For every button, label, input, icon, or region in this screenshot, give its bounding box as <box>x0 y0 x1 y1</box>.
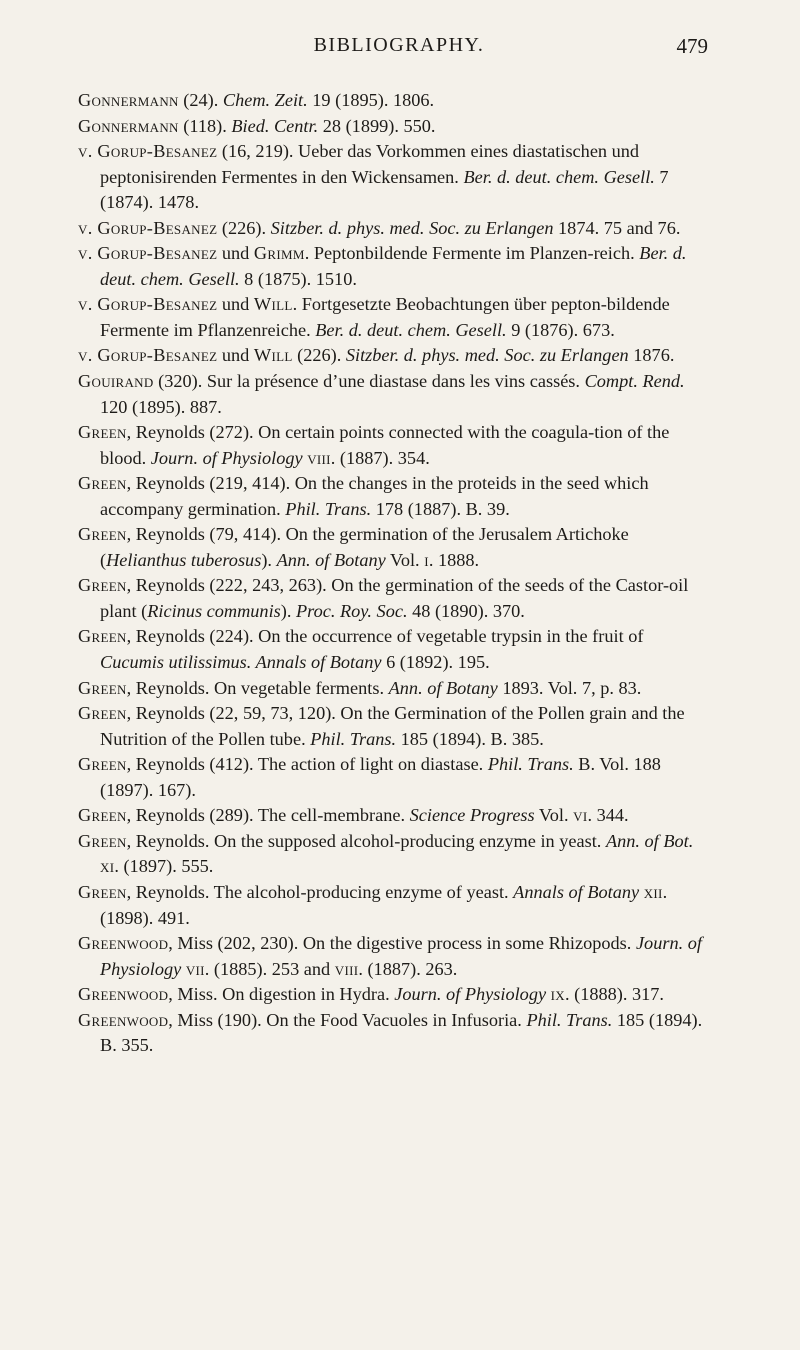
entry-author: Green <box>78 626 127 647</box>
entry-text: , Reynolds (219, 414). On the changes in the proteids in the seed which accompany germination. <box>100 473 649 519</box>
bibliography-entry <box>78 522 708 573</box>
entry-text: , Reynolds (222, 243, 263). On the germination of the seeds of the Castor-oil plant ( <box>100 575 689 621</box>
entry-author: Green <box>78 754 127 775</box>
entry-italic-text: Ricinus communis <box>147 600 281 621</box>
entry-smallcaps-text: i <box>424 549 429 570</box>
entry-smallcaps-text: viii <box>307 447 331 468</box>
entry-text: , Reynolds. The alcohol-producing enzyme of yeast. <box>126 881 514 902</box>
entry-text: . (1897). 555. <box>114 856 214 877</box>
bibliography-entry <box>78 880 708 931</box>
entry-italic-text: Compt. Rend. <box>584 371 685 392</box>
entry-text: B. Vol. 188 (1897). 167). <box>100 754 661 800</box>
entry-text: , Miss. On digestion in Hydra. <box>168 984 395 1005</box>
entry-text: , Reynolds (412). The action of light on diastase. <box>126 754 488 775</box>
entry-italic-text: Phil. Trans. <box>285 498 372 519</box>
entry-italic-text: Sitzber. d. phys. med. Soc. zu Erlangen <box>270 217 554 238</box>
entry-italic-text: Ann. of Botany <box>388 677 498 698</box>
entry-italic-text: Phil. Trans. <box>526 1009 613 1030</box>
entry-text: . 344. <box>587 805 629 826</box>
running-title: BIBLIOGRAPHY. <box>313 34 485 56</box>
entry-text: Vol. <box>385 549 425 570</box>
entry-smallcaps-text: vii <box>185 958 205 979</box>
entry-italic-text: Journ. of Physiology <box>150 447 303 468</box>
bibliography-entry <box>78 114 708 140</box>
entry-italic-text: Cucumis utilissimus. Annals of Botany <box>100 652 382 673</box>
entry-text: . Fortgesetzte Beobachtungen über pepton-bildende Fermente im Pflanzenreiche. <box>100 294 670 340</box>
entry-text: . 1888. <box>428 549 480 570</box>
entry-author: Greenwood <box>78 1009 169 1030</box>
entry-text: . (1898). 491. <box>100 881 668 928</box>
entry-text: 9 (1876). 673. <box>506 319 615 340</box>
entry-text: , Reynolds (289). The cell-membrane. <box>126 805 410 826</box>
entry-text: 6 (1892). 195. <box>381 652 490 673</box>
entry-author: v. Gorup-Besanez <box>78 243 218 264</box>
entry-text: ). <box>280 600 296 621</box>
entry-italic-text: Chem. Zeit. <box>222 90 308 110</box>
entry-author: Gonnermann <box>78 90 179 110</box>
bibliography-entry <box>78 1008 708 1059</box>
entry-author: Gouirand <box>78 371 154 392</box>
bibliography-entry <box>78 931 708 982</box>
bibliography-entry <box>78 624 708 675</box>
entry-author: Green <box>78 881 127 902</box>
entry-author: Green <box>78 575 127 596</box>
bibliography-entry <box>78 982 708 1008</box>
entry-text: , Reynolds (22, 59, 73, 120). On the Germination of the Pollen grain and the Nutrition of the Pollen tube. <box>100 703 685 749</box>
entry-text: 28 (1899). 550. <box>318 115 436 136</box>
entry-author: Greenwood <box>78 984 169 1005</box>
entry-text: , Miss (202, 230). On the digestive process in some Rhizopods. <box>168 933 636 954</box>
entry-text: 185 (1894). B. 355. <box>100 1009 703 1056</box>
bibliography-entry <box>78 88 708 114</box>
entry-text: , Reynolds (79, 414). On the germination of the Jerusalem Artichoke ( <box>100 524 629 570</box>
entry-author: Green <box>78 677 127 698</box>
entry-text: (118). <box>178 115 232 136</box>
entry-italic-text: Sitzber. d. phys. med. Soc. zu Erlangen <box>345 345 629 366</box>
entry-text: . Peptonbildende Fermente im Planzen-reich. <box>304 243 640 264</box>
entry-text: ). <box>261 549 277 570</box>
entry-text: , Reynolds. On the supposed alcohol-producing enzyme in yeast. <box>126 830 606 851</box>
entry-author: Green <box>78 473 127 494</box>
entry-text: (226). <box>217 217 271 238</box>
entry-text: , Reynolds (224). On the occurrence of vegetable trypsin in the fruit of <box>126 626 644 647</box>
bibliography-entry <box>78 752 708 803</box>
entry-author: Green <box>78 830 127 851</box>
entry-smallcaps-text: Grimm <box>253 243 305 264</box>
entry-smallcaps-text: xi <box>100 856 115 877</box>
bibliography-entry <box>78 343 708 369</box>
bibliography-entry <box>78 471 708 522</box>
entry-text: . (1888). 317. <box>564 984 664 1005</box>
page-number: 479 <box>676 34 708 58</box>
entry-author: v. Gorup-Besanez <box>78 294 218 315</box>
entry-text: 8 (1875). 1510. <box>239 268 357 289</box>
entry-text: 48 (1890). 370. <box>407 600 525 621</box>
entry-author: v. Gorup-Besanez <box>78 345 218 366</box>
entry-italic-text: Ber. d. deut. chem. Gesell. <box>315 319 507 340</box>
entry-author: Green <box>78 805 127 826</box>
entry-smallcaps-text: Will <box>253 294 293 315</box>
entry-italic-text: Science Progress <box>409 805 535 826</box>
entry-author: Green <box>78 524 127 545</box>
entry-text: 1876. <box>628 345 675 366</box>
bibliography-entry <box>78 829 708 880</box>
page-header <box>90 34 708 64</box>
entry-author: v. Gorup-Besanez <box>78 141 218 162</box>
bibliography-entry <box>78 216 708 242</box>
entry-italic-text: Phil. Trans. <box>487 754 574 775</box>
entry-italic-text: Ann. of Bot. <box>605 830 694 851</box>
entry-text: und <box>217 345 254 366</box>
entry-italic-text: Annals of Botany <box>513 881 640 902</box>
bibliography-entry <box>78 369 708 420</box>
bibliography-entry <box>78 573 708 624</box>
entry-text: . (1887). 354. <box>330 447 430 468</box>
entry-text: 185 (1894). B. 385. <box>396 728 544 749</box>
entry-text: . (1887). 263. <box>358 958 458 979</box>
entry-text: und <box>217 243 254 264</box>
entry-italic-text: Proc. Roy. Soc. <box>296 600 408 621</box>
entry-text: , Miss (190). On the Food Vacuoles in Infusoria. <box>168 1009 527 1030</box>
bibliography-entry <box>78 292 708 343</box>
entry-text: (16, 219). Ueber das Vorkommen eines diastatischen und peptonisirenden Fermentes in den Wickensamen. <box>100 141 640 187</box>
entry-italic-text: Journ. of Physiology <box>394 984 547 1005</box>
bibliography-entry <box>78 701 708 752</box>
entry-author: Greenwood <box>78 933 169 954</box>
entry-italic-text: Ann. of Botany <box>276 549 386 570</box>
entry-text: , Reynolds. On vegetable ferments. <box>126 677 389 698</box>
entry-text: und <box>217 294 254 315</box>
entry-text: 19 (1895). 1806. <box>307 90 435 110</box>
bibliography-entry <box>78 420 708 471</box>
entry-text: 120 (1895). 887. <box>100 396 222 417</box>
entry-author: Gonnermann <box>78 115 179 136</box>
entry-text: 178 (1887). B. 39. <box>371 498 510 519</box>
entry-text: , Reynolds (272). On certain points connected with the coagula-tion of the blood. <box>100 422 670 468</box>
entry-smallcaps-text: vi <box>573 805 588 826</box>
bibliography-entry <box>78 803 708 829</box>
entry-text: (24). <box>178 90 223 110</box>
bibliography-list <box>78 88 708 1059</box>
bibliography-entry <box>78 676 708 702</box>
entry-italic-text: Ber. d. deut. chem. Gesell. <box>100 243 687 289</box>
entry-italic-text: Bied. Centr. <box>231 115 319 136</box>
entry-text: Vol. <box>534 805 574 826</box>
entry-smallcaps-text: xii <box>643 881 663 902</box>
entry-author: Green <box>78 703 127 724</box>
entry-italic-text: Phil. Trans. <box>310 728 397 749</box>
entry-text: (320). Sur la présence d’une diastase dans les vins cassés. <box>153 371 585 392</box>
entry-italic-text: Helianthus tuberosus <box>106 549 262 570</box>
entry-author: v. Gorup-Besanez <box>78 217 218 238</box>
entry-text: 1893. Vol. 7, p. 83. <box>497 677 642 698</box>
entry-italic-text: Journ. of Physiology <box>100 933 702 979</box>
entry-italic-text: Ber. d. deut. chem. Gesell. <box>463 166 655 187</box>
entry-text: 1874. 75 and 76. <box>553 217 681 238</box>
entry-author: Green <box>78 422 127 443</box>
entry-smallcaps-text: viii <box>334 958 359 979</box>
entry-text: (226). <box>292 345 346 366</box>
entry-text: . (1885). 253 and <box>204 958 335 979</box>
entry-text: 7 (1874). 1478. <box>100 166 669 213</box>
entry-smallcaps-text: Will <box>253 345 293 366</box>
bibliography-entry <box>78 139 708 216</box>
entry-smallcaps-text: ix <box>550 984 565 1005</box>
bibliography-entry <box>78 241 708 292</box>
